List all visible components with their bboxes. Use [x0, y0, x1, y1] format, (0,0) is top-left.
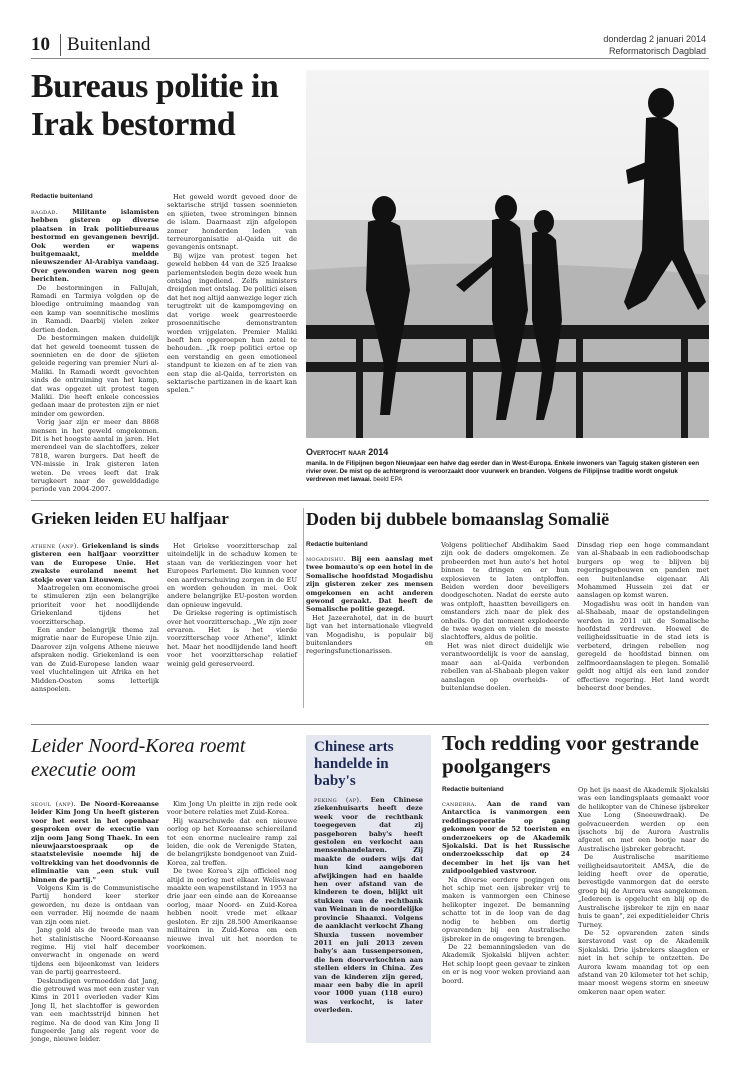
grieken-column-2 — [167, 542, 297, 707]
korea-lead: De Noord-Koreaanse leider Kim Jong Un heeft gisteren voor het eerst in het openbaar gesproken over de executie van zijn oom Jang Song Thaek. In een nieuwjaarstoespraak op de staatstelevisie noemde hij de voltrekking van het doodvonnis de eliminatie van „een stuk vuil binnen de partij." — [31, 800, 159, 884]
river-crossing-photo — [306, 70, 709, 438]
section-title: Buitenland — [60, 34, 150, 56]
somalie-paragraph: Het was niet direct duidelijk wie verantwoordelijk is voor de aanslag, maar aan al-Qaida verbonden rebellen van al-Shabaab plegen vaker aanslagen op overheids- of buitenlandse doelen. — [441, 641, 569, 692]
grieken-dateline: athene (anp). — [31, 542, 79, 550]
korea-paragraph: Kim Jong Un pleitte in zijn rede ook voor betere relaties met Zuid-Korea. — [167, 800, 297, 817]
grieken-headline: Grieken leiden EU halfjaar — [31, 509, 229, 528]
issue-date: donderdag 2 januari 2014 — [603, 34, 706, 44]
pool-column-1 — [442, 800, 570, 1040]
pool-paragraph: De 22 bemanningsleden van de Akademik Sjokalski blijven achter. Het schip loopt geen gevaar te zinken en er is nog voor weken proviand aan boord. — [442, 942, 570, 985]
irak-byline: Redactie buitenland — [31, 193, 93, 200]
pool-headline: Toch redding voor gestrande poolgangers — [442, 731, 699, 778]
irak-paragraph: De bestormingen maken duidelijk dat het geweld toeneemt tussen de soennieten en de door de sjiieten geleide regering van premier Nuri al-Maliki. In Ramadi wordt gevochten sinds de ontruiming van het kamp, dat was opgezet uit protest tegen Maliki. Die heeft enkele concessies gedaan maar de protesten zijn er niet minder om geworden. — [31, 334, 159, 418]
somalie-dateline: mogadishu. — [306, 555, 346, 563]
irak-paragraph: Het geweld wordt gevoed door de sektarische strijd tussen soennieten en sjiieten, twee stromingen binnen de islam. Daarnaast zijn afgelopen zomer honderden leden van terreurorganisatie al-Qaida uit de gevangenis ontsnapt. — [167, 193, 297, 252]
section-rule — [31, 500, 709, 501]
somalie-lead: Bij een aanslag met twee bomauto's op een hotel in de Somalische hoofdstad Mogadishu zijn gisteren zeker zes mensen omgekomen en acht anderen gewond geraakt. Dat heeft de Somalische politie gezegd. — [306, 555, 433, 614]
newspaper-name: Reformatorisch Dagblad — [608, 46, 706, 56]
somalie-byline: Redactie buitenland — [306, 541, 368, 548]
photo-caption-text: In de Filipijnen begon Nieuwjaar een halve dag eerder dan in West-Europa. Enkele inwoners van Taguig staken gisteren een rivier over. De mist op de achtergrond is veroorzaakt door vuurwerk en branden. Volgens de Filipijnse traditie wordt ongeluk verdreven met lawaai. — [306, 460, 700, 483]
china-article-box — [306, 735, 431, 1043]
somalie-column-1 — [306, 555, 433, 707]
korea-paragraph: De twee Korea's zijn officieel nog altijd in oorlog met elkaar. Weliswaar maakte een wapenstilstand in 1953 na drie jaar een einde aan de Koreaanse oorlog, maar Noord- en Zuid-Korea hebben nooit vrede met elkaar gesloten. Er zijn 28.500 Amerikaanse militairen in Zuid-Korea om een nieuwe inval uit het noorden te voorkomen. — [167, 867, 297, 951]
pool-lead: Aan de rand van Antarctica is vanmorgen een reddingsoperatie op gang gekomen voor de 52 toeristen en onderzoekers op de Akademik Sjokalski. Dat is het Russische onderzoeksschip dat op 24 december in het ijs van het zuidpoolgebied vastvroor. — [442, 800, 570, 876]
masthead-info — [603, 33, 706, 57]
pool-paragraph: De Australische maritieme veiligheidsautoriteit AMSA, die de leiding heeft over de operatie, bevestigde vanmorgen dat de eerste groep bij de Aurora was aangekomen. „Iedereen is opgelucht en blij op de Australische ijsbreker te zijn en naar huis te gaan", zei expeditieleider Chris Turney. — [578, 853, 709, 929]
korea-headline: Leider Noord-Korea roemt executie oom — [31, 735, 246, 781]
grieken-paragraph: De Griekse regering is optimistisch over het voorzitterschap. „We zijn zeer ervaren. Het is het vierde voorzitterschap voor Athene", klinkt het. Maar het noodlijdende land heeft voor het voorzitterschap relatief weinig geld gereserveerd. — [167, 609, 297, 668]
grieken-lead: Griekenland is sinds gisteren een halfjaar voorzitter van de Europese Unie. Het zwakste euroland neemt het stokje over van Litouwen. — [31, 542, 160, 584]
irak-paragraph: Vorig jaar zijn er meer dan 8868 mensen in het geweld omgekomen. Dit is het hoogste aantal in jaren. Het merendeel van de slachtoffers, zeker 7818, waren burgers. Dat heeft de VN-missie in Irak gisteren laten weten. De vrees leeft dat Irak terugkeert naar de gewelddadige periode van 2004-2007. — [31, 418, 159, 494]
pool-paragraph: Na diverse eerdere pogingen om het schip met een ijsbreker vrij te maken is vanmorgen een Chinese helikopter ingezet. De bemanning schatte tot in de loop van de dag nodig te hebben om dertig opvarenden bij een Australische ijsbreker in de omgeving te brengen. — [442, 875, 570, 943]
korea-column-1 — [31, 800, 159, 1044]
china-body — [306, 790, 431, 1040]
section-rule — [31, 724, 709, 725]
pool-byline: Redactie buitenland — [442, 786, 504, 793]
china-dateline: peking (ap). — [314, 796, 362, 804]
page-number: 10 — [31, 34, 50, 55]
somalie-paragraph: Dinsdag riep een hoge commandant van al-Shabaab in een radioboodschap burgers op weg te blijven bij regeringsgebouwen en panden met een buitenlandse eigenaar. Ali Mohammed Hussein zei dat er aanslagen op komst waren. — [577, 541, 709, 600]
photo-caption-dateline: manila. — [306, 460, 328, 467]
grieken-paragraph: Een ander belangrijk thema zal migratie naar de Europese Unie zijn. Daarover zijn volgens Athene nieuwe afspraken nodig. Griekenland is een van de Zuid-Europese landen waar veel vluchtelingen uit Afrika en het Midden-Oosten soms letterlijk aanspoelen. — [31, 626, 159, 693]
somalie-headline: Doden bij dubbele bomaanslag Somalië — [306, 509, 610, 529]
china-headline: Chinese arts handelde in baby's — [314, 739, 394, 789]
irak-column-1 — [31, 208, 159, 494]
grieken-paragraph: Maatregelen om economische groei te stimuleren zijn een belangrijke prioriteit voor het noodlijdende Griekenland tijdens het voorzitterschap. — [31, 584, 159, 626]
photo-caption — [306, 460, 709, 484]
photo-caption-title: Overtocht naar 2014 — [306, 447, 389, 457]
pool-paragraph: De 52 opvarenden zaten sinds kerstavond vast op de Akademik Sjokalski. Drie ijsbrekers slaagden er niet in het schip te ontzetten. De Aurora kwam maandag tot op een afstand van 20 kilometer tot het schip, maar moest wegens storm en sneeuw omkeren naar open water. — [578, 928, 709, 996]
somalie-column-2 — [441, 541, 569, 707]
somalie-paragraph: Het Jazeerahotel, dat in de buurt ligt van het internationale vliegveld van Mogadishu, is populair bij buitenlanders en regeringsfunctionarissen. — [306, 613, 433, 656]
pool-dateline: canberra. — [442, 800, 478, 808]
irak-headline: Bureaus politie in Irak bestormd — [31, 68, 279, 143]
korea-paragraph: Hij waarschuwde dat een nieuwe oorlog op het Koreaanse schiereiland tot een enorme nucleaire ramp zal leiden, die ook de Verenigde Staten, de belangrijkste bondgenoot van Zuid-Korea, zal treffen. — [167, 816, 297, 867]
somalie-column-3 — [577, 541, 709, 707]
pool-column-2 — [578, 786, 709, 1040]
column-divider — [303, 508, 304, 708]
somalie-paragraph: Mogadishu was ooit in handen van al-Shabaab, maar de opstandelingen werden in 2011 uit de Somalische hoofdstad verdreven. Hoewel de veiligheidssituatie in de stad iets is verbeterd, dringen rebellen nog geregeld de hoofdstad binnen om zelfmoordaanslagen te plegen. Somalië geldt nog altijd als een land zonder effectieve regering. Het land wordt beheerst door bendes. — [577, 599, 709, 692]
irak-column-2 — [167, 193, 297, 483]
pool-paragraph: Op het ijs naast de Akademik Sjokalski was een landingsplaats gemaakt voor de helikopter van de Chinese ijsbreker Xue Long (Sneeuwdraak). De geëvacueerden werden op een ijsschots bij de Aurora Australis afgezet en met een bootje naar de Australische ijsbreker gebracht. — [578, 786, 709, 853]
irak-lead: Militante islamisten hebben gisteren op diverse plaatsen in Irak politiebureaus bestormd en gevangenen bevrijd. Ook werden er wapens buitgemaakt, meldde nieuwszender Al-Arabiya vandaag. Over gewonden waren nog geen berichten. — [31, 208, 159, 284]
grieken-column-1 — [31, 542, 159, 707]
irak-paragraph: De bestormingen in Fallujah, Ramadi en Tarmiya volgden op de bloedige ontruiming maandag van een kamp van soennitische moslims in Ramadi. Daarbij vielen zeker dertien doden. — [31, 283, 159, 334]
grieken-paragraph: Het Griekse voorzitterschap zal uiteindelijk in de schaduw komen te staan van de verkiezingen voor het Europees Parlement. Die kunnen voor een aardverschuiving zorgen in de EU en worden gehouden in mei. Ook andere belangrijke EU-posten worden dan opnieuw ingevuld. — [167, 542, 297, 609]
korea-column-2 — [167, 800, 297, 1040]
korea-paragraph: Deskundigen vermoedden dat Jang, die getrouwd was met een zuster van Kims in 2011 overleden vader Kim Jong Il, het slachtoffer is geworden van een machtsstrijd binnen het regime. Na de dood van Kim Jong Il fungeerde Jang als regent voor de jonge, nieuwe leider. — [31, 976, 159, 1044]
korea-paragraph: Jang gold als de tweede man van het stalinistische Noord-Koreaanse regime. Hij viel half december onverwacht in ongenade en werd tijdens een bijeenkomst van leiders van de partij gearresteerd. — [31, 926, 159, 977]
silhouette-image — [306, 70, 709, 438]
header-rule — [31, 58, 709, 59]
irak-paragraph: Bij wijze van protest tegen het geweld hebben 44 van de 325 Iraakse parlementsleden begin deze week hun ontslag ingediend. Zelfs ministers dreigden met ontslag. De politici eisen dat het nog altijd aanwezige leger zich terugtrekt uit de kampomgeving en dat vorige week gearresteerde prosoennitische demonstranten worden vrijgelaten. Premier Maliki heeft hen opgeroepen hun zetel te behouden. „Ik roep politici ertoe op een verstandig en geen emotioneel standpunt te kiezen en af te zien van een stap die al-Qaida, terroristen en sektarische partizanen in de kaart kan spelen." — [167, 251, 297, 395]
photo-credit: beeld EPA — [373, 476, 403, 483]
korea-paragraph: Volgens Kim is de Communistische Partij honderd keer sterker geworden, nu deze is ontdaan van een verrader. Hij noemde de naam van zijn oom niet. — [31, 884, 159, 926]
korea-dateline: seoul (anp). — [31, 800, 76, 808]
china-text: Een Chinese ziekenhuisarts heeft deze week voor de rechtbank toegegeven dat zij pasgeboren baby's heeft gestolen en verkocht aan mensenhandelaren. Zij maakte de ouders wijs dat hun kind aangeboren afwijkingen had en haalde hen over afstand van de kinderen te doen, blijkt uit stukken van de rechtbank van Weinan in de noordelijke provincie Shaanxi. Volgens de aanklacht verkocht Zhang Shuxia tussen november 2011 en juli 2013 zeven baby's aan tussenpersonen, die hen doorverkochten aan stellen elders in China. Zes van de kinderen zijn gered, maar een baby die in april voor 1000 yuan (118 euro) was verkocht, is later overleden. — [314, 796, 423, 1015]
somalie-paragraph: Volgens politiechef Abdihakim Saed zijn ook de daders omgekomen. Ze probeerden met hun auto's het hotel binnen te dringen en er hun explosieven te laten ontploffen. Beiden werden door beveiligers doodgeschoten. Nadat de eerste auto was ontploft, haastten beveiligers en omstanders zich naar de plek des onheils. Op dat moment explodeerde de twee wagen en vielen de meeste slachtoffers, aldus de politie. — [441, 541, 569, 642]
irak-dateline: bagdad. — [31, 208, 59, 216]
